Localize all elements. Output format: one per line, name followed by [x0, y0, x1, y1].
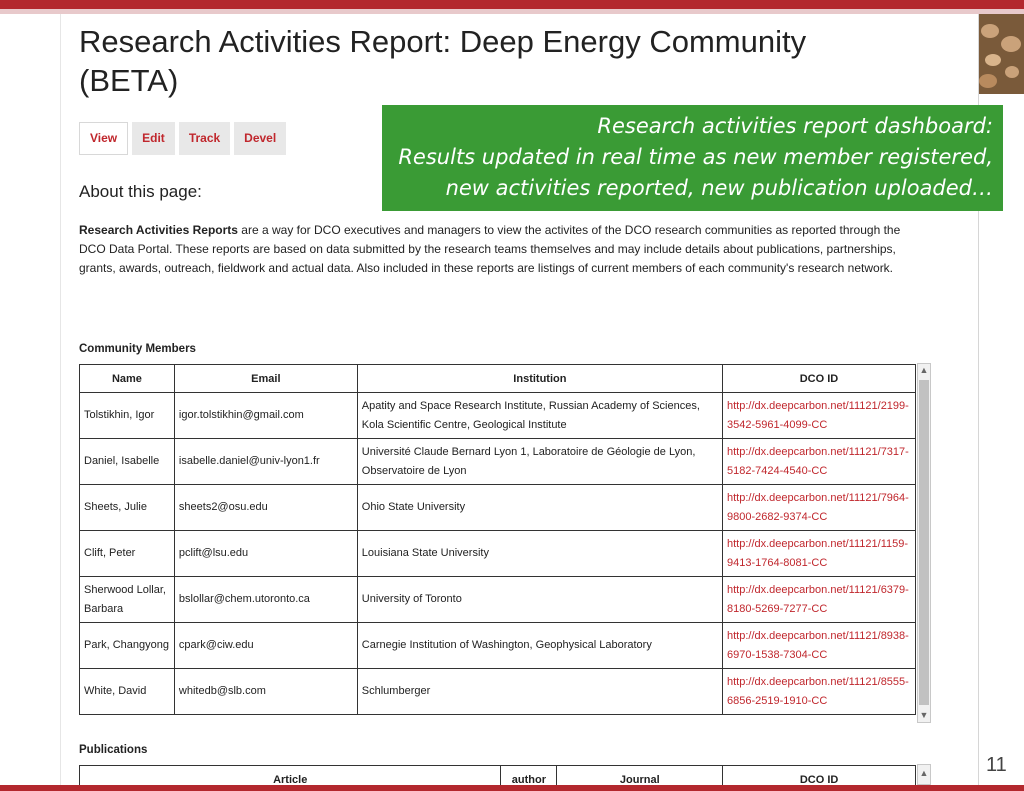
member-institution: Université Claude Bernard Lyon 1, Laboratoire de Géologie de Lyon, Observatoire de Lyon: [357, 439, 722, 485]
table-row: [80, 531, 916, 577]
slide-top-bar: [0, 0, 1024, 9]
col-header-article: Article: [80, 766, 501, 786]
member-name: Sheets, Julie: [80, 485, 175, 531]
member-dco-id-link[interactable]: http://dx.deepcarbon.net/11121/7964-9800-2682-9374-CC: [722, 485, 915, 531]
members-table-container: [79, 364, 916, 724]
member-dco-id-link[interactable]: http://dx.deepcarbon.net/11121/2199-3542-5961-4099-CC: [722, 393, 915, 439]
member-email: cpark@ciw.edu: [174, 623, 357, 669]
publications-table-container: [79, 765, 916, 785]
member-name: Clift, Peter: [80, 531, 175, 577]
callout-line-1: Research activities report dashboard:: [597, 114, 993, 138]
tab-track[interactable]: Track: [179, 122, 230, 155]
slide-bottom-bar: [0, 785, 1024, 791]
member-institution: Schlumberger: [357, 669, 722, 715]
member-email: isabelle.daniel@univ-lyon1.fr: [174, 439, 357, 485]
member-dco-id-link[interactable]: http://dx.deepcarbon.net/11121/1159-9413-1764-8081-CC: [722, 531, 915, 577]
table-row: [80, 577, 916, 623]
publications-title: Publications: [79, 744, 148, 756]
member-email: bslollar@chem.utoronto.ca: [174, 577, 357, 623]
table-row: [80, 485, 916, 531]
tab-view[interactable]: View: [79, 122, 128, 155]
member-email: sheets2@osu.edu: [174, 485, 357, 531]
tab-edit[interactable]: Edit: [132, 122, 175, 155]
member-dco-id-link[interactable]: http://dx.deepcarbon.net/11121/7317-5182-7424-4540-CC: [722, 439, 915, 485]
member-name: White, David: [80, 669, 175, 715]
member-dco-id-link[interactable]: http://dx.deepcarbon.net/11121/8555-6856-2519-1910-CC: [722, 669, 915, 715]
member-institution: Apatity and Space Research Institute, Russian Academy of Sciences, Kola Scientific Centre, Geological Institute: [357, 393, 722, 439]
tab-devel[interactable]: Devel: [234, 122, 286, 155]
page-title: Research Activities Report: Deep Energy Community (BETA): [79, 24, 807, 98]
callout-line-3: new activities reported, new publication uploaded…: [445, 176, 993, 200]
table-row: [80, 669, 916, 715]
col-header-dco-id: DCO ID: [723, 766, 916, 786]
scroll-down-arrow-icon[interactable]: ▼: [919, 710, 929, 720]
member-email: igor.tolstikhin@gmail.com: [174, 393, 357, 439]
member-name: Daniel, Isabelle: [80, 439, 175, 485]
member-institution: Carnegie Institution of Washington, Geophysical Laboratory: [357, 623, 722, 669]
intro-paragraph: [79, 221, 924, 278]
col-header-institution: Institution: [357, 365, 722, 393]
table-row: [80, 623, 916, 669]
member-email: whitedb@slb.com: [174, 669, 357, 715]
scroll-up-arrow-icon[interactable]: ▲: [919, 365, 929, 375]
table-row: [80, 439, 916, 485]
member-name: Park, Changyong: [80, 623, 175, 669]
member-dco-id-link[interactable]: http://dx.deepcarbon.net/11121/6379-8180-5269-7277-CC: [722, 577, 915, 623]
member-institution: Louisiana State University: [357, 531, 722, 577]
col-header-journal: Journal: [557, 766, 723, 786]
member-name: Tolstikhin, Igor: [80, 393, 175, 439]
publications-table: [79, 765, 916, 785]
tab-bar: [79, 122, 290, 155]
table-row: [80, 393, 916, 439]
col-header-email: Email: [174, 365, 357, 393]
callout-line-2: Results updated in real time as new member registered,: [398, 145, 993, 169]
member-email: pclift@lsu.edu: [174, 531, 357, 577]
members-table: [79, 364, 916, 715]
about-heading: About this page:: [79, 182, 202, 201]
col-header-author: author: [501, 766, 557, 786]
intro-bold: Research Activities Reports: [79, 223, 238, 237]
member-institution: University of Toronto: [357, 577, 722, 623]
intro-text: are a way for DCO executives and managers to view the activites of the DCO research communities as reported through the DCO Data Portal. These reports are based on data submitted by the research teams themselves and may include details about publications, partnerships, grants, awards, outreach, fieldwork and actual data. Also included in these reports are listings of current members of each community's research network.: [79, 223, 901, 275]
annotation-callout: [382, 105, 1003, 211]
publications-table-scrollbar[interactable]: [917, 764, 931, 785]
scroll-thumb[interactable]: [919, 380, 929, 705]
col-header-name: Name: [80, 365, 175, 393]
scroll-up-arrow-icon[interactable]: ▲: [919, 768, 929, 778]
member-institution: Ohio State University: [357, 485, 722, 531]
col-header-dco-id: DCO ID: [722, 365, 915, 393]
member-name: Sherwood Lollar, Barbara: [80, 577, 175, 623]
members-table-scrollbar[interactable]: [917, 363, 931, 723]
rock-photo-thumbnail: [977, 14, 1024, 94]
slide-page-number: 11: [986, 754, 1007, 776]
member-dco-id-link[interactable]: http://dx.deepcarbon.net/11121/8938-6970-1538-7304-CC: [722, 623, 915, 669]
community-members-title: Community Members: [79, 343, 196, 355]
table-header-row: [80, 365, 916, 393]
table-header-row: [80, 766, 916, 786]
